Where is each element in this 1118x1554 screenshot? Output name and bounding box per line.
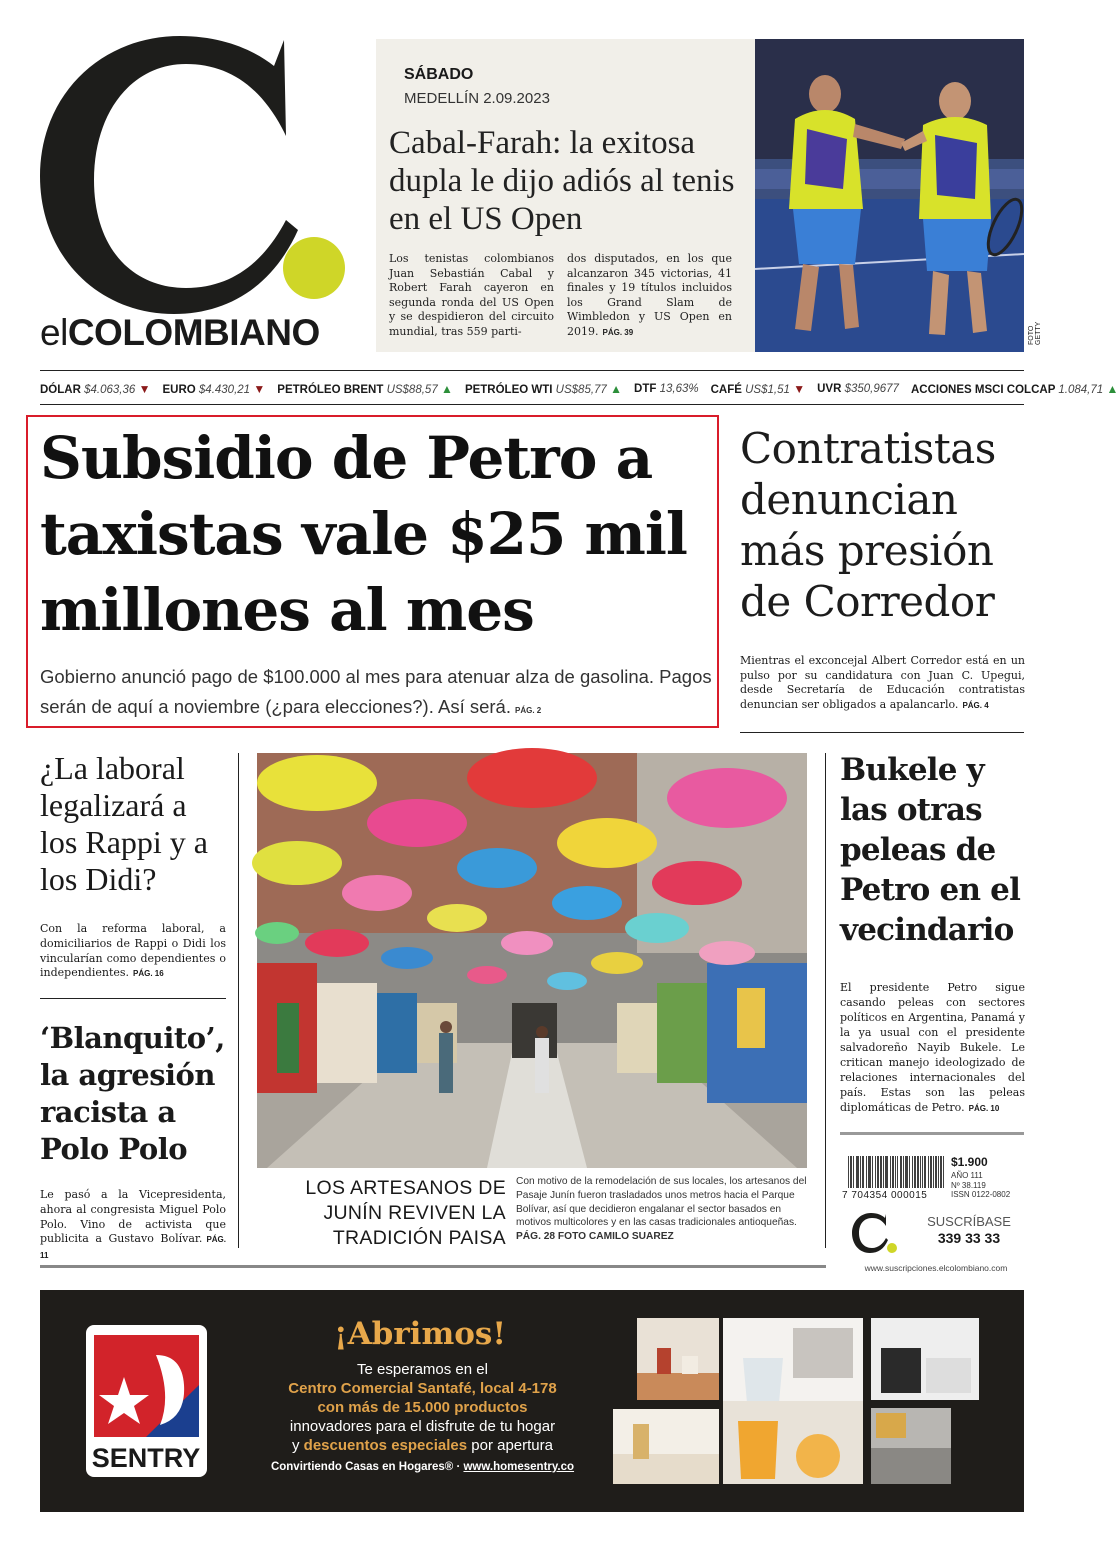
ticker-label: DTF (634, 383, 660, 395)
ticker-value: $4.063,36 (84, 384, 136, 396)
mini-logo-icon (850, 1210, 900, 1256)
right-vertical-rule (825, 753, 826, 1248)
barcode-bar (886, 1156, 887, 1188)
tennis-players-photo (755, 39, 1024, 352)
barcode-bar (909, 1156, 910, 1188)
barcode-bar (890, 1156, 891, 1188)
barcode-bar (883, 1156, 884, 1188)
ticker-item (634, 383, 699, 395)
arrow-up-icon: ▲ (606, 382, 623, 396)
barcode-bar (877, 1156, 878, 1188)
ticker-value: US$85,77 (555, 384, 607, 396)
barcode-bar (915, 1156, 916, 1188)
ad-product-photo-1 (637, 1318, 719, 1400)
subscribe-phone[interactable]: 339 33 33 (937, 1230, 1001, 1246)
ticker-label: UVR (817, 383, 845, 395)
logo-wordmark: elCOLOMBIANO (40, 312, 320, 353)
edition-dateline: MEDELLÍN 2.09.2023 (404, 90, 550, 107)
arrow-down-icon: ▼ (789, 382, 806, 396)
ticker-value: US$88,57 (386, 384, 438, 396)
ad-title: ¡Abrimos! (334, 1316, 506, 1352)
ad-product-photo-4 (613, 1409, 719, 1484)
ad-product-photo-2 (723, 1318, 863, 1410)
bukele-divider (840, 1132, 1024, 1135)
barcode-bar (866, 1156, 867, 1188)
barcode-bar (897, 1156, 898, 1188)
ticker-label: ACCIONES MSCI COLCAP (910, 384, 1059, 396)
arrow-down-icon: ▼ (135, 382, 151, 396)
barcode-bar (914, 1156, 915, 1188)
ad-url-link[interactable]: www.homesentry.co (463, 1461, 575, 1473)
photo-caption-title: LOS ARTESANOS DE JUNÍN REVIVEN LA TRADICIÓN PAISA (305, 1177, 506, 1249)
barcode-bar (917, 1156, 918, 1188)
ticker-label: DÓLAR (40, 384, 85, 396)
barcode-bar (900, 1156, 901, 1188)
left-column-divider (40, 998, 226, 999)
barcode-bar (860, 1156, 861, 1188)
barcode-bar (870, 1156, 871, 1188)
contratistas-body: Mientras el exconcejal Albert Corredor está en un pulso por su candidatura con Juan C. Upegui, desde Secretaría de Educación contratistas denuncian ser obligados a apalancarlo. PÁG. 4 (740, 654, 1025, 711)
main-deck: Gobierno anunció pago de $100.000 al mes para atenuar alza de gasolina. Pagos serán de aquí a noviembre (¿para elecciones?). Así será. PÁG. 2 (40, 666, 712, 717)
barcode-bar (857, 1156, 858, 1188)
ticker-label: PETRÓLEO BRENT (277, 384, 387, 396)
left-vertical-rule (238, 753, 239, 1248)
top-story-column-1: Los tenistas colombianos Juan Sebastián Cabal y Robert Farah cayeron en segunda ronda del US Open y se despidieron del circuito mundial, tras 559 parti- (389, 252, 554, 338)
barcode-bar (930, 1156, 931, 1188)
market-ticker (40, 378, 1118, 400)
ticker-item (277, 382, 453, 396)
ticker-label: CAFÉ (710, 384, 746, 396)
barcode-bar (920, 1156, 921, 1188)
barcode-bar (903, 1156, 904, 1188)
contratistas-headline[interactable]: Contratistas denuncian más presión de Corredor (740, 424, 996, 626)
ticker-value: US$1,51 (745, 384, 790, 396)
barcode-bar (928, 1156, 929, 1188)
barcode-bar (868, 1156, 869, 1188)
barcode-bar (931, 1156, 932, 1188)
barcode-bar (938, 1156, 939, 1188)
arrow-up-icon: ▲ (437, 382, 453, 396)
barcode-bar (875, 1156, 876, 1188)
sentry-brand-text: SENTRY (91, 1443, 201, 1473)
barcode-bar (925, 1156, 926, 1188)
ad-body: Te esperamos en el Centro Comercial Santafé, local 4-178 con más de 15.000 productos innovadores para el disfrute de tu hogar y descuentos especiales por apertura (288, 1361, 557, 1454)
barcode-bar (935, 1156, 936, 1188)
barcode-bar (872, 1156, 873, 1188)
barcode-bar (893, 1156, 894, 1188)
subscribe-link[interactable]: www.suscripciones.elcolombiano.com (864, 1263, 1008, 1273)
barcode-bar (924, 1156, 925, 1188)
barcode-bar (906, 1156, 907, 1188)
barcode-bar (863, 1156, 864, 1188)
ticker-top-rule (40, 370, 1024, 371)
edition-info: AÑO 111 Nº 38.119 ISSN 0122-0802 (951, 1171, 1011, 1199)
edition-price: $1.900 (951, 1155, 988, 1169)
bottom-divider (40, 1265, 826, 1268)
ticker-item (162, 382, 265, 396)
subscribe-label: SUSCRÍBASE (927, 1214, 1011, 1229)
barcode-bar (933, 1156, 934, 1188)
barcode-bar (853, 1156, 854, 1188)
barcode-bar (856, 1156, 857, 1188)
ticker-value: $4.430,21 (198, 384, 251, 396)
ticker-label: PETRÓLEO WTI (464, 384, 556, 396)
ticker-value: 13,63% (659, 383, 699, 395)
barcode-bar (880, 1156, 881, 1188)
barcode-bar (848, 1156, 849, 1188)
arrow-up-icon: ▲ (1103, 382, 1118, 396)
ticker-value: $350,9677 (844, 383, 899, 395)
barcode-bar (901, 1156, 902, 1188)
barcode-bar (905, 1156, 906, 1188)
ad-product-photo-3 (871, 1318, 979, 1400)
top-story-column-2: dos disputados, en los que alcanzaron 345 victorias, 41 finales y 19 títulos incluidos los Grand Slam de Wimbledon y US Open en 2019. PÁG. 39 (567, 252, 732, 338)
ticker-bottom-rule (40, 404, 1024, 405)
ad-product-photo-5 (723, 1401, 863, 1484)
barcode-bar (895, 1156, 896, 1188)
barcode-bar (907, 1156, 908, 1188)
sentry-logo (86, 1325, 207, 1477)
barcode-bar (943, 1156, 944, 1188)
bukele-body: El presidente Petro sigue casando peleas con sectores políticos en Argentina, Panamá y la ya usual con el presidente salvadoreño Nayib Bukele. Le critican manejo ideologizado de relaciones internacionales del país. Estas son las peleas diplomáticas de Petro. PÁG. 10 (840, 981, 1025, 1114)
ticker-item (911, 382, 1118, 396)
barcode-bar (869, 1156, 870, 1188)
ticker-value: 1.084,71 (1058, 384, 1104, 396)
ticker-item (465, 382, 622, 396)
barcode-bar (936, 1156, 937, 1188)
barcode-bar (941, 1156, 942, 1188)
barcode-bar (887, 1156, 888, 1188)
barcode-bar (878, 1156, 879, 1188)
arrow-down-icon: ▼ (250, 382, 266, 396)
main-headline[interactable]: Subsidio de Petro a taxistas vale $25 mil millones al mes (40, 424, 687, 644)
barcode-bar (851, 1156, 852, 1188)
ticker-item (711, 382, 805, 396)
photo-credit: FOTO GETTY (1028, 321, 1042, 345)
right-section-rule (740, 732, 1024, 733)
barcode-bar (922, 1156, 923, 1188)
logo-c-mark (36, 20, 356, 320)
blanquito-headline[interactable]: ‘Blanquito’, la agresión racista a Polo Polo (40, 1021, 225, 1166)
ad-product-photo-6 (871, 1408, 951, 1484)
umbrellas-passage-photo (257, 753, 807, 1168)
laboral-headline[interactable]: ¿La laboral legalizará a los Rappi y a los Didi? (40, 750, 208, 897)
blanquito-body: Le pasó a la Vicepresidenta, ahora al congresista Miguel Polo Polo. Vino de activista que publicita a Gustavo Bolívar. PÁG. 11 (40, 1188, 226, 1261)
barcode-bar (862, 1156, 863, 1188)
barcode-bar (885, 1156, 886, 1188)
ticker-item (40, 382, 150, 396)
barcode-bar (850, 1156, 851, 1188)
laboral-body: Con la reforma laboral, a domiciliarios de Rappi o Didi los vincularían como dependientes o independientes. PÁG. 16 (40, 922, 226, 980)
barcode-bar (940, 1156, 941, 1188)
ad-footer: Convirtiendo Casas en Hogares® · www.homesentry.co (270, 1461, 575, 1473)
photo-caption-body: Con motivo de la remodelación de sus locales, los artesanos del Pasaje Junín fueron trasladados unos metros hacia el Parque Bolívar, así que decidieron engalanar el sector basados en motivos multicolores y en las casas tradicionales antioqueñas. PÁG. 28 FOTO CAMILO SUAREZ (516, 1176, 807, 1243)
ticker-item (817, 383, 899, 395)
ticker-label: EURO (162, 384, 199, 396)
barcode-bar (918, 1156, 919, 1188)
bukele-headline[interactable]: Bukele y las otras peleas de Petro en el vecindario (840, 752, 1021, 948)
barcode-bar (881, 1156, 882, 1188)
barcode-bar (912, 1156, 913, 1188)
top-story-headline[interactable]: Cabal-Farah: la exitosa dupla le dijo adiós al tenis en el US Open (389, 125, 735, 237)
barcode-bar (858, 1156, 859, 1188)
barcode-digits: 7 704354 000015 (842, 1190, 928, 1201)
edition-day: SÁBADO (404, 66, 474, 83)
barcode-bar (892, 1156, 893, 1188)
